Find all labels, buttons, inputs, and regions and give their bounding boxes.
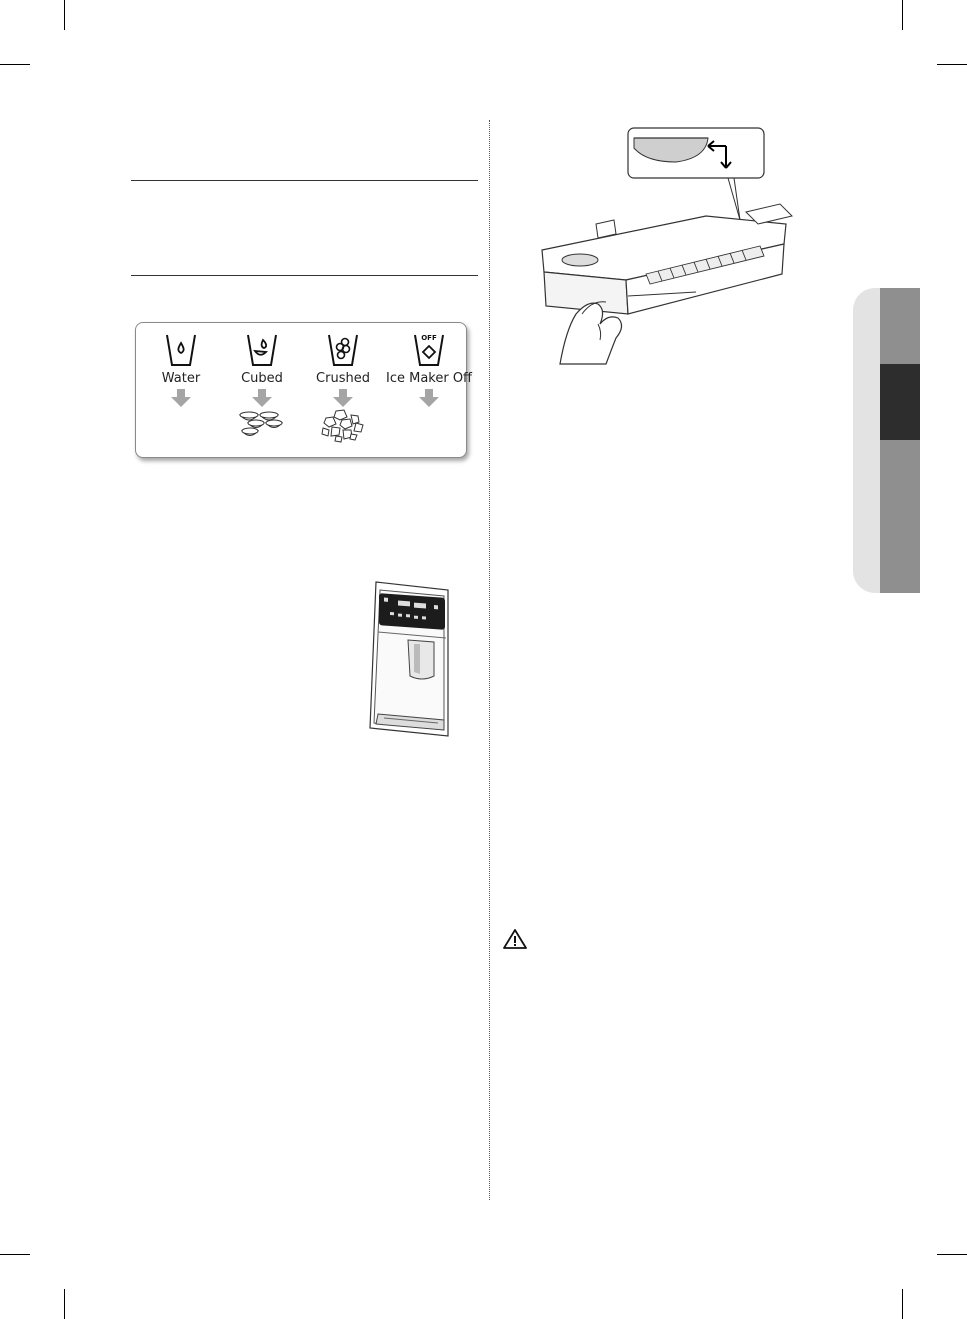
- option-label: Water: [161, 371, 201, 386]
- crop-mark: [0, 64, 30, 65]
- option-cubed: [217, 323, 307, 457]
- arrow-down-icon: [419, 389, 439, 407]
- crop-mark: [902, 0, 903, 30]
- ice-maker-off-glass-icon: [413, 333, 445, 367]
- chapter-tab-lower: [880, 440, 920, 593]
- dispenser-options-panel: [135, 322, 473, 458]
- option-water: [136, 323, 226, 457]
- dispenser-unit-illustration: [362, 580, 454, 740]
- water-glass-icon: [165, 333, 197, 367]
- section-rule-top: [131, 180, 478, 181]
- arrow-down-icon: [171, 389, 191, 407]
- warning-triangle-icon: [502, 928, 528, 950]
- cubed-ice-glass-icon: [246, 333, 278, 367]
- section-rule-bottom: [131, 275, 478, 276]
- option-label: Cubed: [241, 371, 283, 386]
- option-crushed: [298, 323, 388, 457]
- crop-mark: [64, 0, 65, 30]
- option-label: Ice Maker Off: [385, 371, 473, 386]
- column-divider: [489, 120, 490, 1200]
- crushed-ice-icon: [318, 409, 368, 443]
- crop-mark: [937, 64, 967, 65]
- chapter-tab-active: [880, 364, 920, 440]
- arrow-down-icon: [252, 389, 272, 407]
- crushed-ice-glass-icon: [327, 333, 359, 367]
- off-badge: OFF: [421, 334, 437, 342]
- ice-maker-removal-illustration: [536, 124, 796, 366]
- arrow-down-icon: [333, 389, 353, 407]
- crop-mark: [64, 1289, 65, 1319]
- chapter-tab-upper: [880, 288, 920, 364]
- chapter-tabs: [853, 288, 920, 593]
- ice-cubes-icon: [237, 409, 287, 441]
- option-ice-maker-off: [384, 323, 474, 457]
- crop-mark: [0, 1254, 30, 1255]
- crop-mark: [902, 1289, 903, 1319]
- option-label: Crushed: [316, 371, 370, 386]
- crop-mark: [937, 1254, 967, 1255]
